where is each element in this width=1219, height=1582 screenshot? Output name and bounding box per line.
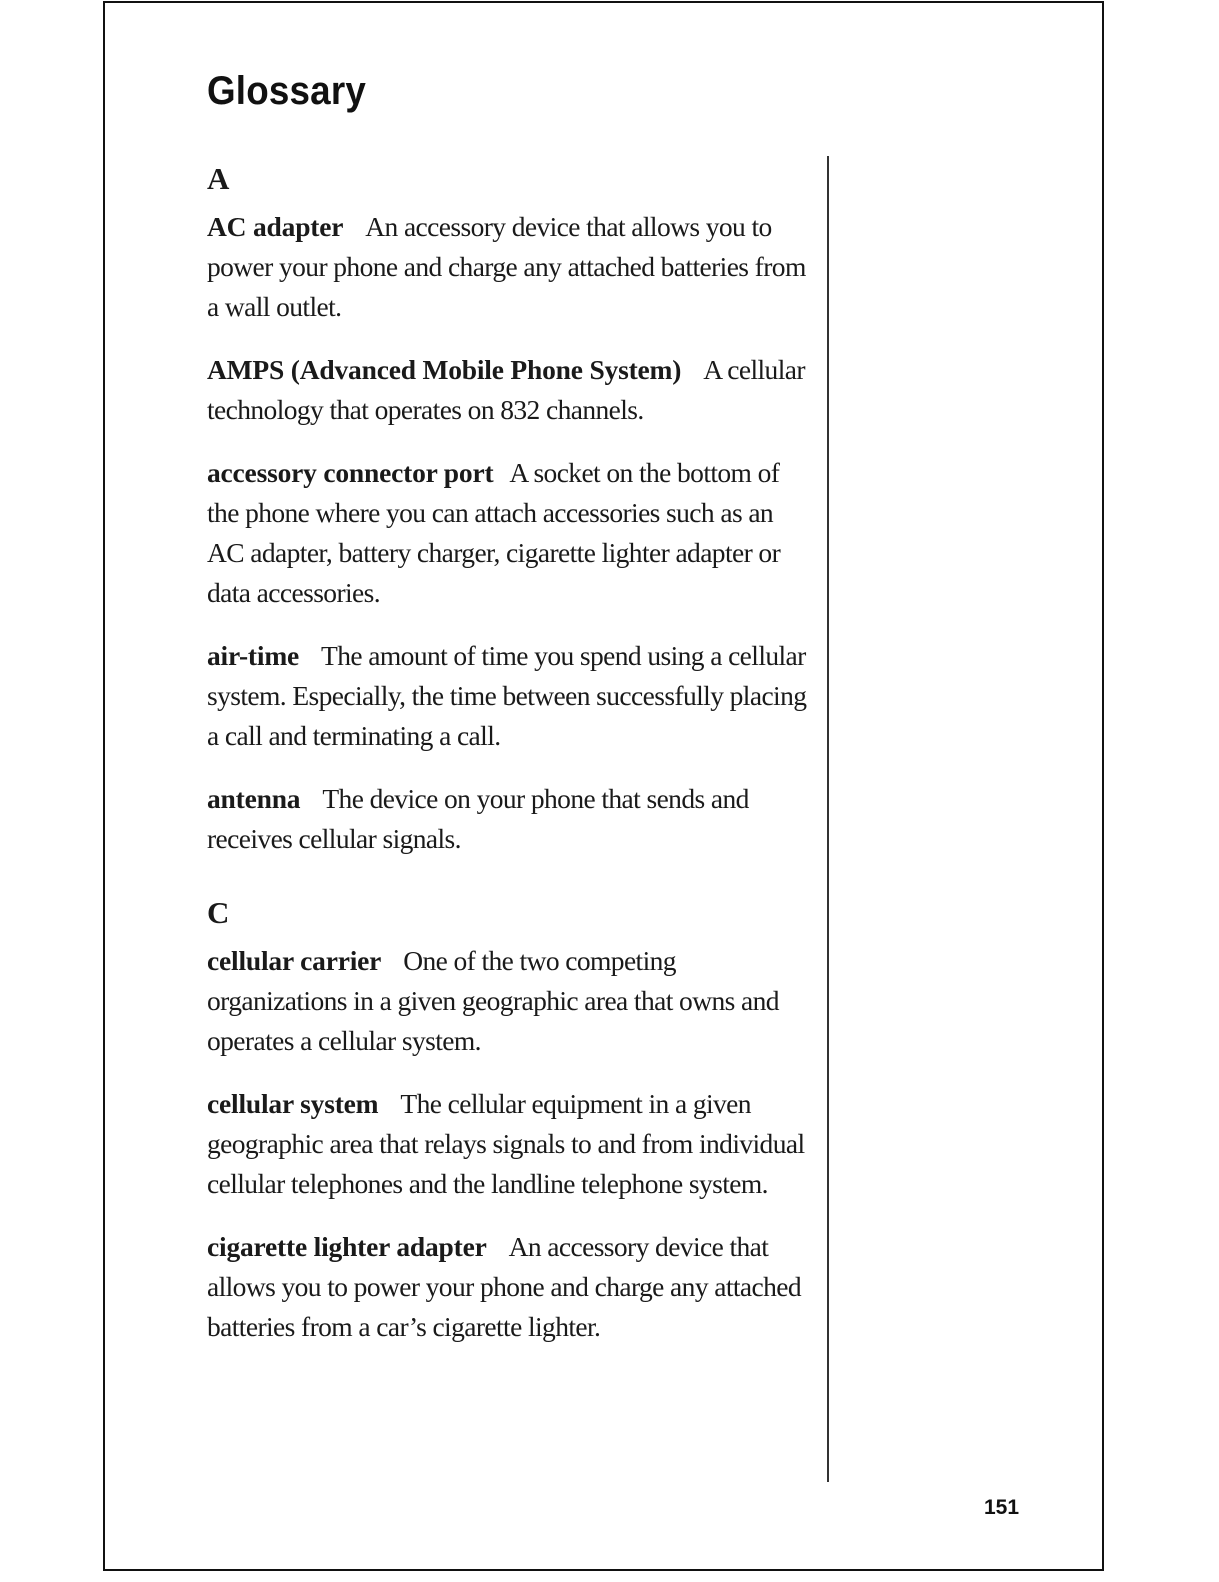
glossary-body [207,159,807,1370]
glossary-term: cellular system [207,1088,379,1119]
section-letter-c: C [207,895,229,930]
glossary-entry [207,207,807,327]
glossary-term: cigarette lighter adapter [207,1231,487,1262]
column-divider [827,156,829,1482]
glossary-definition: The amount of time you spend using a cellular system. Especially, the time between successfully placing a call and terminating a call. [207,640,807,751]
glossary-term: accessory connector port [207,457,494,488]
glossary-definition: An accessory device that allows you to power your phone and charge any attached batteries from a wall outlet. [207,211,806,322]
glossary-entry [207,636,807,756]
page-title: Glossary [207,69,366,113]
glossary-entry [207,350,807,430]
glossary-definition: An accessory device that allows you to power your phone and charge any attached batteries from a car’s cigarette lighter. [207,1231,802,1342]
section-letter-a: A [207,161,229,196]
glossary-term: cellular carrier [207,945,382,976]
glossary-entry [207,453,807,613]
glossary-term: AMPS (Advanced Mobile Phone System) [207,354,682,385]
glossary-definition: The device on your phone that sends and receives cellular signals. [207,783,749,854]
glossary-definition: A cellular technology that operates on 832 channels. [207,354,805,425]
document-page [103,1,1104,1571]
page-number: 151 [984,1496,1020,1519]
glossary-term: antenna [207,783,301,814]
glossary-entry [207,779,807,859]
glossary-entry [207,1084,807,1204]
glossary-term: air-time [207,640,300,671]
glossary-definition: A socket on the bottom of the phone where you can attach accessories such as an AC adapter, battery charger, cigarette lighter adapter or data accessories. [207,457,781,608]
glossary-entry [207,941,807,1061]
glossary-definition: One of the two competing organizations in a given geographic area that owns and operates a cellular system. [207,945,779,1056]
glossary-definition: The cellular equipment in a given geographic area that relays signals to and from individual cellular telephones and the landline telephone system. [207,1088,805,1199]
glossary-entry [207,1227,807,1347]
glossary-term: AC adapter [207,211,344,242]
